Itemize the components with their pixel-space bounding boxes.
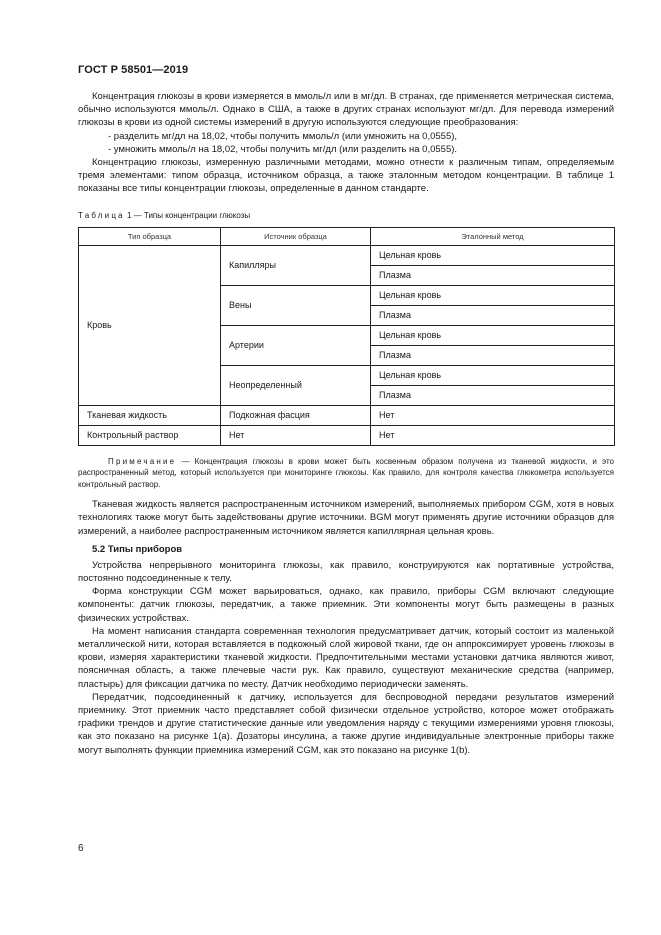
intro-paragraph-1: Концентрация глюкозы в крови измеряется в ммоль/л или в мг/дл. В странах, где применяется метрическая система, обычно используются ммоль/л. Однако в США, а также в других странах используют мг/дл. Для перевода измерений глюкозы в крови из одной системы измерений в другую используются следующие преобразования: (78, 91, 614, 129)
intro-paragraph-2: Концентрацию глюкозы, измеренную различными методами, можно отнести к различным типам, определяемым тремя элементами: типом образца, источником образца, а также эталонным методом концентрации. В таблице 1 показаны все типы концентрации глюкозы, определенные в данном стандарте. (78, 157, 614, 195)
table-note (78, 456, 614, 491)
table-row (79, 245, 615, 265)
cell-subcutaneous-fascia: Подкожная фасция (221, 405, 371, 425)
cell-method-plasma: Плазма (371, 305, 615, 325)
page-number: 6 (78, 843, 84, 854)
note-label: Примечание (108, 456, 177, 466)
cell-method-whole-blood: Цельная кровь (371, 325, 615, 345)
conversion-item-2: - умножить ммоль/л на 18,02, чтобы получить мг/дл (или разделить на 0,0555). (108, 143, 458, 155)
cell-method-plasma: Плазма (371, 345, 615, 365)
page-content (78, 90, 614, 757)
table-caption-prefix: Таблица (78, 210, 125, 220)
conversion-item-1: - разделить мг/дл на 18,02, чтобы получить ммоль/л (или умножить на 0,0555), (108, 130, 458, 142)
cell-source-undefined: Неопределенный (221, 365, 371, 405)
header-sample-type: Тип образца (79, 227, 221, 245)
section-paragraph-1: Устройства непрерывного мониторинга глюкозы, как правило, конструируются как портативные устройства, постоянно подсоединенные к телу. (78, 559, 614, 584)
cell-blood: Кровь (79, 245, 221, 405)
header-sample-source: Источник образца (221, 227, 371, 245)
cell-none: Нет (371, 425, 615, 445)
table-row (79, 425, 615, 445)
table-header-row (79, 227, 615, 245)
table-caption-number: 1 (127, 210, 132, 220)
cell-source-veins: Вены (221, 285, 371, 325)
cell-source-arteries: Артерии (221, 325, 371, 365)
table-row (79, 405, 615, 425)
cell-none: Нет (221, 425, 371, 445)
cell-method-plasma: Плазма (371, 265, 615, 285)
note-text: — Концентрация глюкозы в крови может быть косвенным образом получена из тканевой жидкости, и это распространенный метод, который используется при мониторинге глюкозы. Как правило, для контроля качества глюкометра используется контрольный раствор. (78, 456, 614, 489)
section-paragraph-3: На момент написания стандарта современная технология предусматривает датчик, который состоит из маленькой металлической нити, которая вставляется в подкожный слой жировой ткани, где он аппроксимирует уровень глюкозы в крови, измеряя характеристики тканевой жидкости. Предпочтительными местами установки датчика являются живот, поясничная область, а также плечевые части рук. Как правило, существуют механические средства (например, пластырь) для фиксации датчика по месту. Датчик необходимо периодически заменять. (78, 625, 614, 690)
section-title: 5.2 Типы приборов (92, 543, 183, 555)
section-paragraph-2: Форма конструкции CGM может варьироваться, однако, как правило, приборы CGM включают следующие компоненты: датчик глюкозы, передатчик, а также приемник. Эти компоненты могут быть размещены в разных физических устройствах. (78, 586, 614, 624)
glucose-types-table (78, 227, 615, 446)
standard-header: ГОСТ Р 58501—2019 (78, 64, 189, 76)
cell-method-whole-blood: Цельная кровь (371, 285, 615, 305)
cell-method-whole-blood: Цельная кровь (371, 245, 615, 265)
cell-tissue-fluid: Тканевая жидкость (79, 405, 221, 425)
cell-method-whole-blood: Цельная кровь (371, 365, 615, 385)
cell-none: Нет (371, 405, 615, 425)
cell-source-capillaries: Капилляры (221, 245, 371, 285)
table-caption-text: — Типы концентрации глюкозы (133, 210, 251, 220)
cell-control-solution: Контрольный раствор (79, 425, 221, 445)
cell-method-plasma: Плазма (371, 385, 615, 405)
section-paragraph-4: Передатчик, подсоединенный к датчику, используется для беспроводной передачи результатов измерений приемнику. Этот приемник часто представляет собой физически отдельное устройство, которое может отображать графики трендов и другие статистические данные или уведомления наряду с текущими измерениями уровня глюкозы, как это показано на рисунке 1(а). Дозаторы инсулина, а также другие индивидуальные электронные приборы также могут выполнять функции приемника измерений CGM, как это показано на рисунке 1(b). (78, 691, 614, 756)
tissue-fluid-paragraph: Тканевая жидкость является распространенным источником измерений, выполняемых прибором CGM, хотя в новых технологиях также могут быть задействованы другие источники. BGM могут применять другие источники образцов для измерений, а наиболее распространенным источником является капиллярная цельная кровь. (78, 499, 614, 537)
table-caption (78, 210, 614, 221)
header-reference-method: Эталонный метод (371, 227, 615, 245)
